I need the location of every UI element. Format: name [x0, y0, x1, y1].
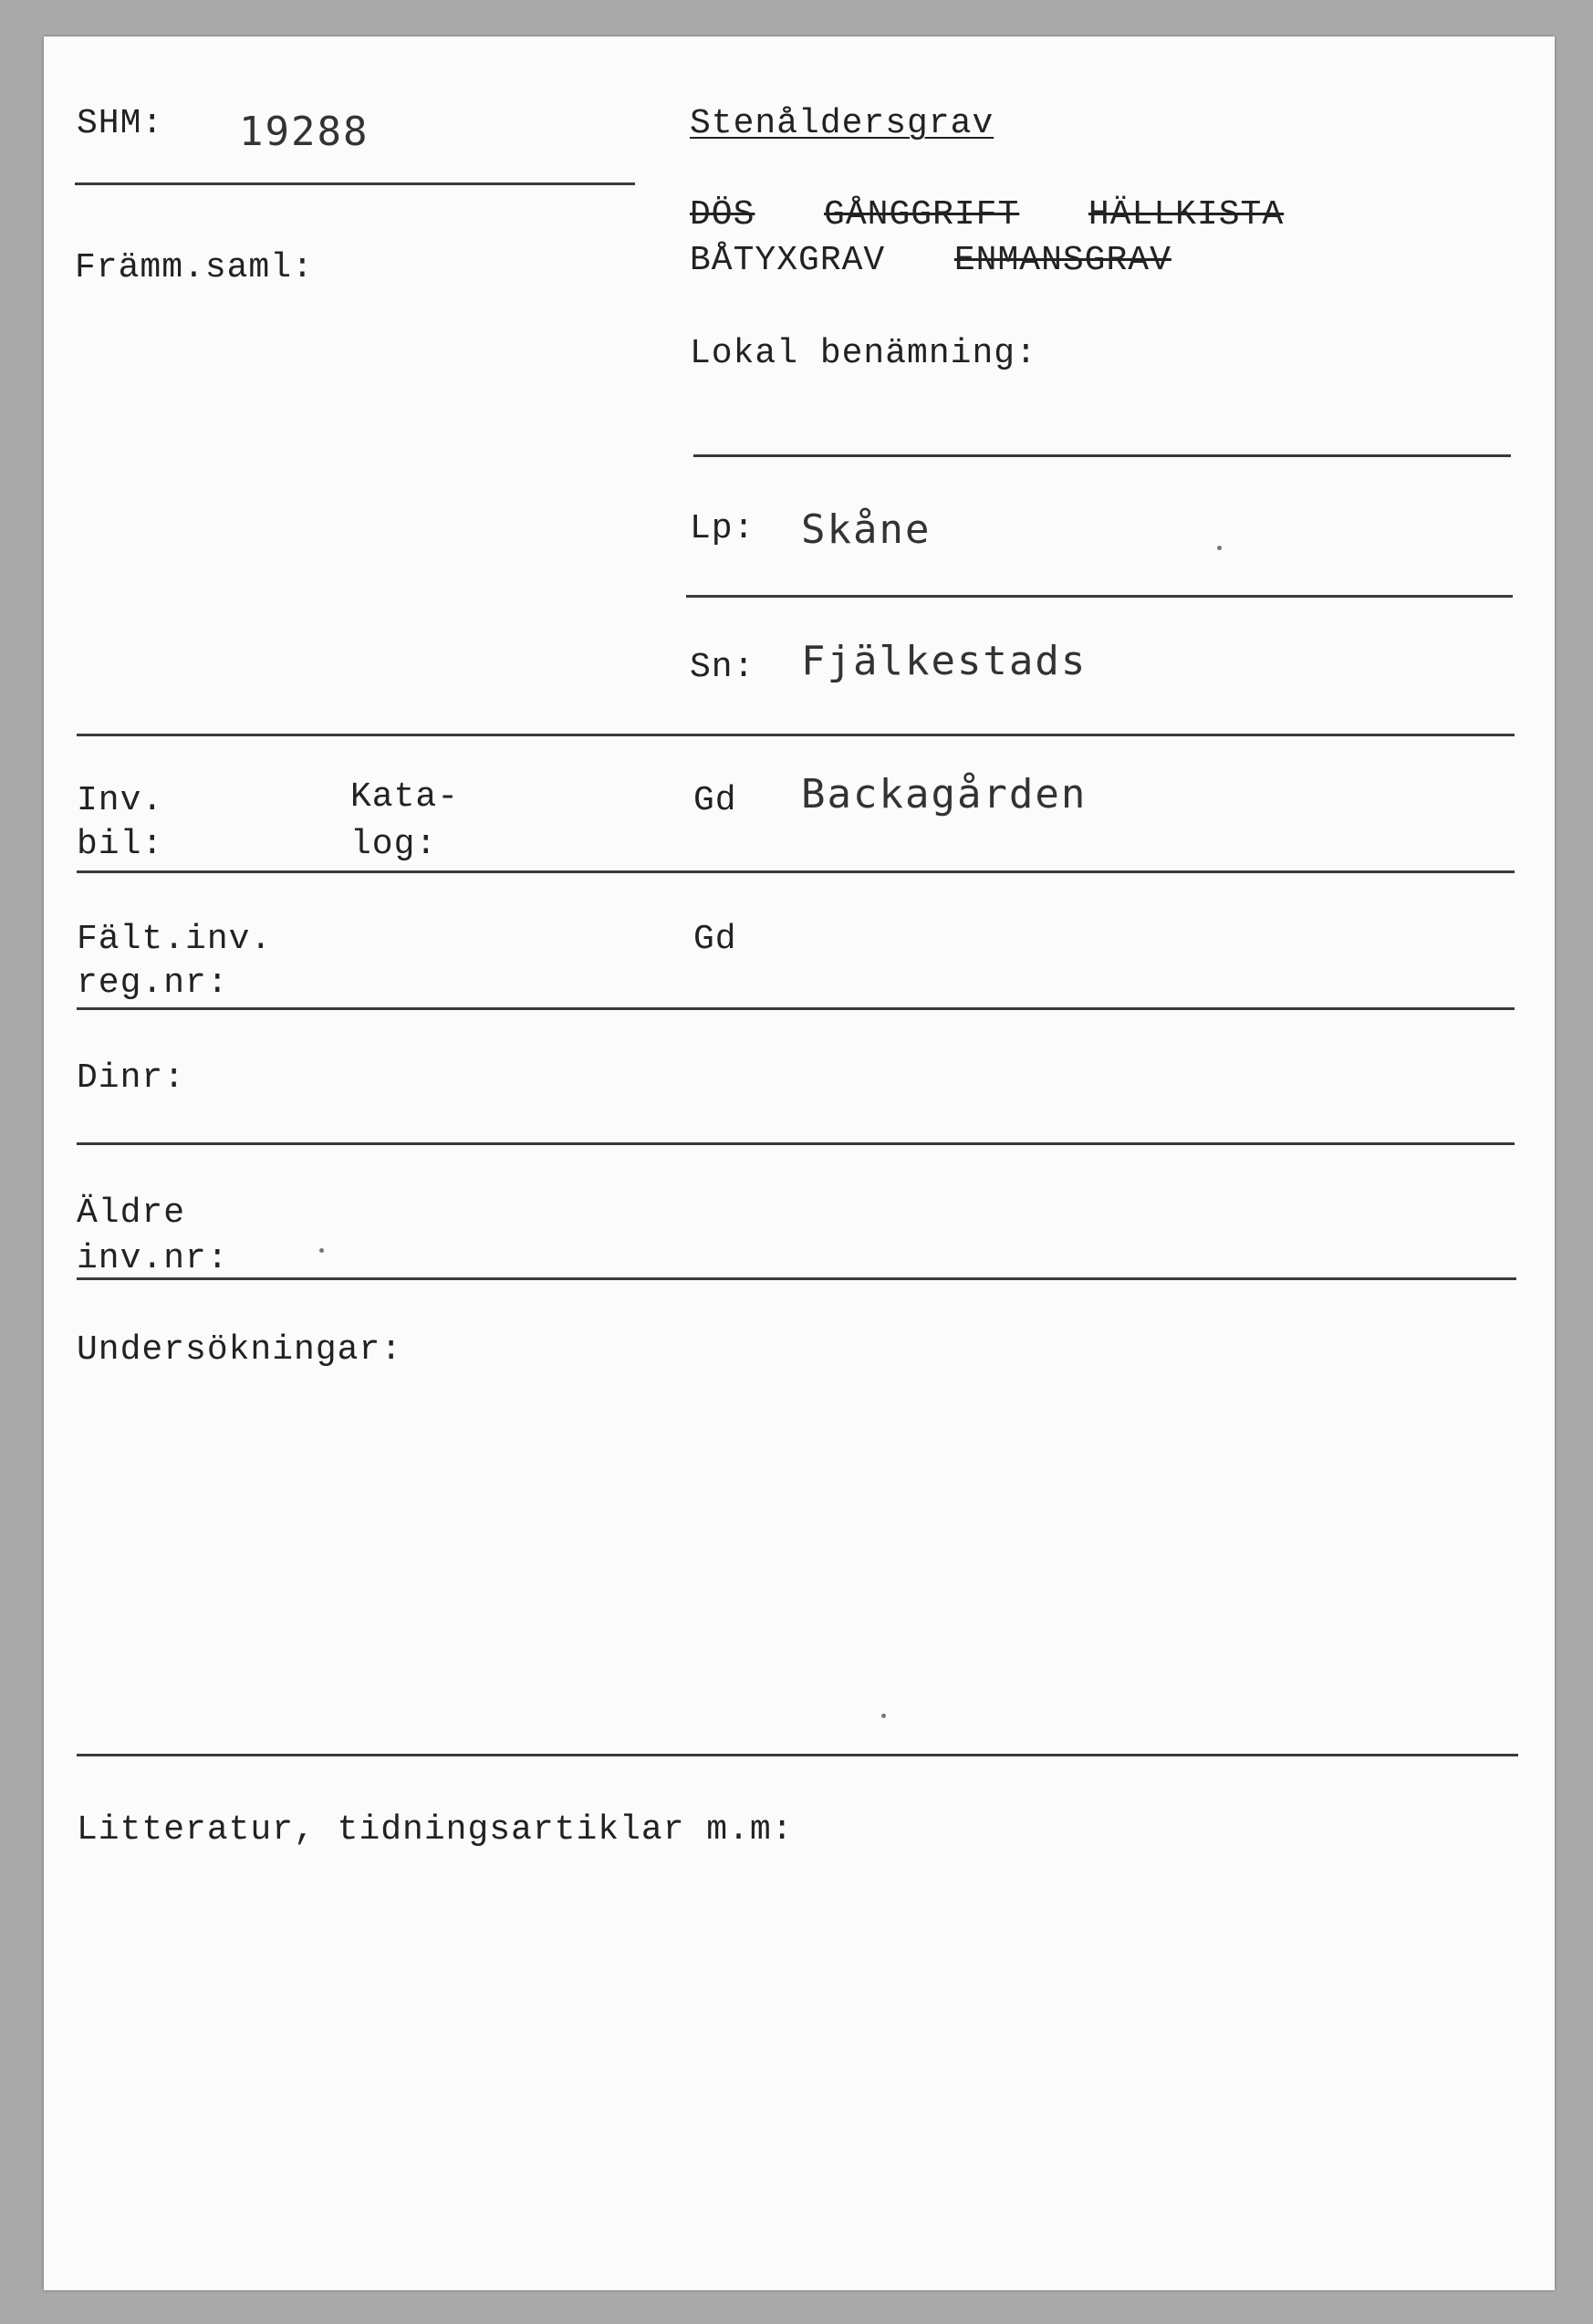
- grave-types-line-1: [690, 197, 1284, 234]
- aldre-label-1: Äldre: [77, 1193, 186, 1233]
- divider-undersokningar: [77, 1754, 1518, 1756]
- katalog-label-2: log:: [350, 825, 438, 864]
- category-heading: Stenåldersgrav: [690, 104, 994, 143]
- divider-inv: [77, 870, 1515, 873]
- grave-type-ganggrift: GÅNGGRIFT: [824, 195, 1020, 234]
- divider-shm: [75, 182, 635, 185]
- shm-number: 19288: [239, 109, 370, 155]
- divider-lokal: [693, 454, 1511, 457]
- inv-bil-label-1: Inv.: [77, 781, 164, 820]
- inv-bil-label-2: bil:: [77, 825, 164, 864]
- undersokningar-label: Undersökningar:: [77, 1330, 403, 1370]
- gd-value-1: Backagården: [801, 771, 1088, 818]
- dinr-label: Dinr:: [77, 1058, 186, 1098]
- paper-speck: [881, 1714, 886, 1718]
- divider-lp: [686, 595, 1513, 598]
- divider-falt: [77, 1007, 1515, 1010]
- gd-label-1: Gd: [693, 781, 737, 820]
- sn-label: Sn:: [690, 648, 755, 687]
- falt-inv-label-2: reg.nr:: [77, 964, 229, 1003]
- grave-type-hallkista: HÄLLKISTA: [1088, 195, 1285, 234]
- lp-label: Lp:: [690, 509, 755, 548]
- divider-sn: [77, 734, 1515, 736]
- paper-speck: [1217, 546, 1222, 550]
- gd-label-2: Gd: [693, 920, 737, 959]
- index-card: [44, 36, 1555, 2290]
- grave-type-dos: DÖS: [690, 195, 755, 234]
- grave-type-batyxgrav: BÅTYXGRAV: [690, 241, 886, 280]
- shm-label: SHM:: [77, 104, 164, 143]
- sn-value: Fjälkestads: [801, 638, 1088, 684]
- litteratur-label: Litteratur, tidningsartiklar m.m:: [77, 1810, 794, 1850]
- divider-aldre: [77, 1277, 1516, 1280]
- lokal-benamning-label: Lokal benämning:: [690, 334, 1037, 373]
- paper-speck: [319, 1248, 324, 1253]
- falt-inv-label-1: Fält.inv.: [77, 920, 273, 959]
- grave-type-enmansgrav: ENMANSGRAV: [953, 241, 1171, 280]
- framm-saml-label: Främm.saml:: [75, 248, 314, 287]
- katalog-label-1: Kata-: [350, 777, 460, 817]
- divider-dinr: [77, 1142, 1515, 1145]
- lp-value: Skåne: [801, 506, 932, 553]
- aldre-label-2: inv.nr:: [77, 1239, 229, 1278]
- grave-types-line-2: [690, 243, 1171, 279]
